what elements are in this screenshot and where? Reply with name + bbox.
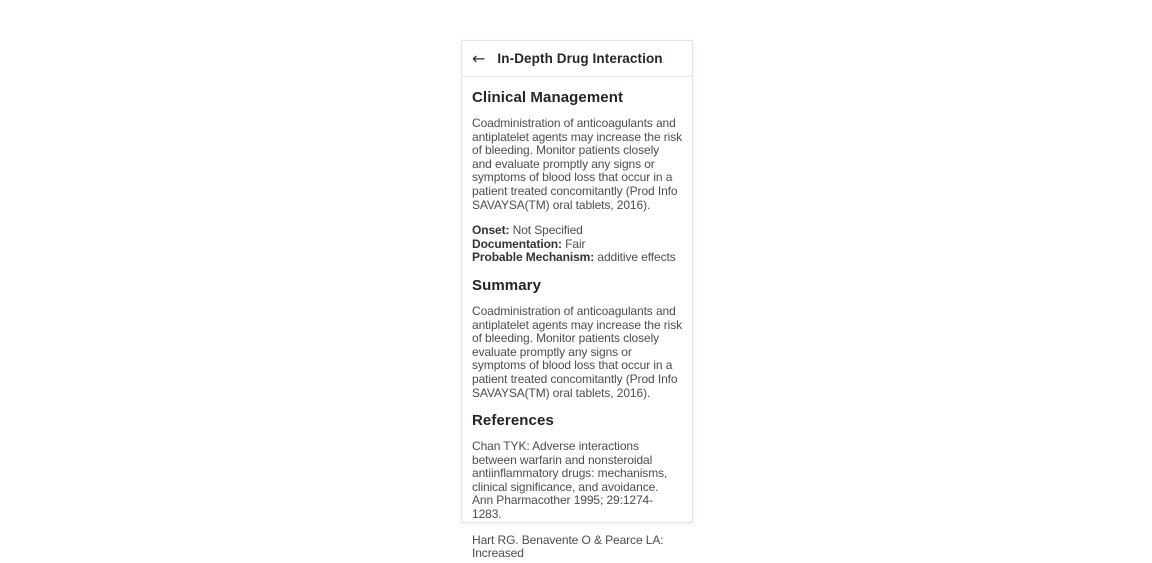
panel-title: In-Depth Drug Interaction [497,51,663,66]
panel-scroll-area[interactable] [462,77,692,561]
probable-mechanism-label: Probable Mechanism: [472,250,595,265]
probable-mechanism-value: additive effects [594,250,676,265]
references-heading: References [472,412,554,430]
onset-label: Onset: [472,223,510,238]
reference-item: Chan TYK: Adverse interactions between warfarin and nonsteroidal antiinflammatory drugs: mechanisms, clinical significance, and avoidance. Ann Pharmacother 1995; 29:1274-1283. [472,439,668,522]
back-arrow-icon: ← [472,48,486,68]
clinical-management-heading: Clinical Management [472,89,624,106]
interaction-detail-list [472,224,682,265]
documentation-label: Documentation: [472,236,562,251]
detail-row-onset [472,224,682,238]
detail-row-documentation [472,238,682,252]
drug-interaction-panel [461,40,693,561]
clinical-management-text: Coadministration of anticoagulants and antiplatelet agents may increase the risk of bleeding. Monitor patients closely and evaluate promptly any signs or symptoms of blood loss that occur in a patient treated concomitantly (Prod Info SAVAYSA(TM) oral tablets, 2016). [472,116,683,212]
documentation-value: Fair [561,236,586,251]
back-button[interactable] [472,48,489,68]
onset-value: Not Specified [509,223,583,238]
summary-text: Coadministration of anticoagulants and antiplatelet agents may increase the risk of bleeding. Monitor patients closely evaluate promptly any signs or symptoms of blood loss that occur in a patient treated concomitantly (Prod Info SAVAYSA(TM) oral tablets, 2016). [472,303,683,400]
panel-header [462,41,692,77]
summary-heading: Summary [472,276,542,294]
reference-item: Hart RG. Benavente O & Pearce LA: Increased [472,532,664,561]
detail-row-probable-mechanism [472,251,682,265]
